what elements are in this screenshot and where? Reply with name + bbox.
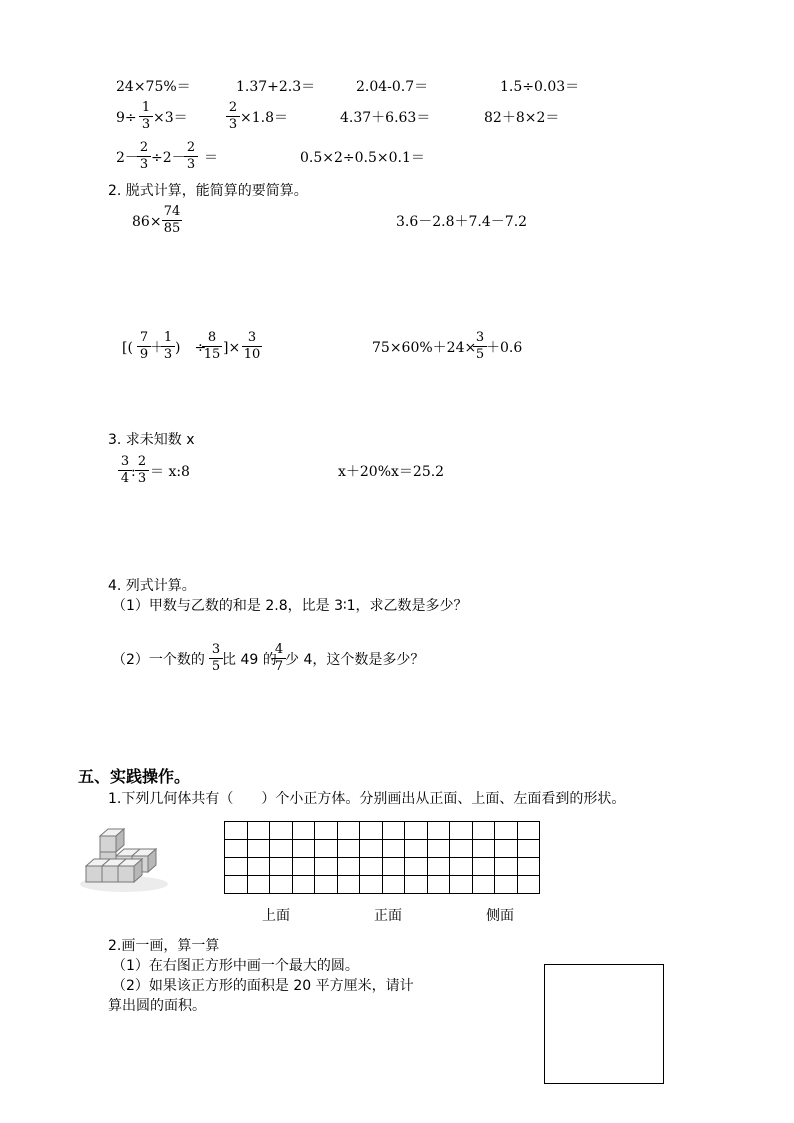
calc-8: 82＋8×2＝ (484, 110, 560, 126)
q4-part-2c: 少 4，这个数是多少？ (285, 652, 425, 668)
q2c-4: ]× (223, 340, 241, 356)
grid-cell[interactable] (472, 876, 495, 894)
calc-2: 1.37+2.3＝ (236, 79, 316, 95)
section-5-q1: 1.下列几何体共有（ ）个小正方体。分别画出从正面、上面、左面看到的形状。 (108, 791, 626, 807)
grid-cell[interactable] (427, 840, 450, 858)
fraction: 2 3 (184, 141, 198, 172)
grid-cell[interactable] (315, 840, 338, 858)
grid-cell[interactable] (225, 858, 248, 876)
calc-9-b: ÷2－ (151, 150, 186, 166)
grid-cell[interactable] (517, 876, 540, 894)
section-5-q2-part-2: （2）如果该正方形的面积是 20 平方厘米，请计 (112, 978, 414, 994)
grid-cell[interactable] (405, 822, 428, 840)
view-label-front: 正面 (374, 908, 402, 924)
fraction: 2 3 (135, 455, 149, 486)
grid-cell[interactable] (270, 822, 293, 840)
grid-cell[interactable] (472, 840, 495, 858)
grid-cell[interactable] (270, 840, 293, 858)
grid-cell[interactable] (225, 840, 248, 858)
grid-cell[interactable] (382, 822, 405, 840)
section-5-q2-part-3: 算出圆的面积。 (108, 998, 206, 1014)
fraction: 2 3 (226, 101, 240, 132)
grid-cell[interactable] (427, 876, 450, 894)
grid-cell[interactable] (292, 858, 315, 876)
grid-cell[interactable] (427, 858, 450, 876)
fraction: 3 5 (209, 643, 223, 674)
grid-cell[interactable] (360, 822, 383, 840)
grid-cell[interactable] (450, 858, 473, 876)
grid-cell[interactable] (405, 876, 428, 894)
fraction: 7 9 (137, 331, 151, 362)
grid-cell[interactable] (270, 858, 293, 876)
calc-9-c: ＝ (204, 150, 218, 166)
grid-cell[interactable] (472, 822, 495, 840)
grid-cell[interactable] (360, 840, 383, 858)
drawing-grid[interactable] (224, 821, 540, 894)
calc-4: 1.5÷0.03＝ (500, 79, 580, 95)
grid-cell[interactable] (495, 840, 518, 858)
fraction: 3 5 (473, 331, 487, 362)
grid-cell[interactable] (292, 840, 315, 858)
cubes-figure (76, 826, 170, 892)
grid-cell[interactable] (405, 840, 428, 858)
q3a-post: ＝ x:8 (150, 464, 190, 480)
q2c-1: [( (122, 340, 133, 356)
fraction: 1 3 (161, 331, 175, 362)
q3b: x＋20%x＝25.2 (338, 464, 445, 480)
grid-cell[interactable] (292, 876, 315, 894)
grid-cell[interactable] (495, 858, 518, 876)
fraction: 8 15 (203, 330, 221, 362)
q3a-colon: : (131, 464, 136, 480)
grid-cell[interactable] (360, 876, 383, 894)
calc-9-a: 2－ (116, 150, 139, 166)
grid-cell[interactable] (225, 822, 248, 840)
calc-7: 4.37＋6.63＝ (340, 110, 431, 126)
grid-cell[interactable] (337, 876, 360, 894)
fraction: 74 85 (163, 204, 181, 236)
calc-10: 0.5×2÷0.5×0.1＝ (300, 150, 425, 166)
grid-cell[interactable] (517, 840, 540, 858)
q4-title: 4. 列式计算。 (108, 578, 196, 594)
section-5-title: 五、实践操作。 (78, 767, 191, 786)
grid-cell[interactable] (450, 840, 473, 858)
fraction: 3 10 (243, 330, 261, 362)
q2a-pre: 86× (132, 214, 162, 230)
q2c-3: ) ÷ (175, 340, 207, 356)
fraction: 4 7 (272, 643, 286, 674)
grid-cell[interactable] (360, 858, 383, 876)
q2d-post: ＋0.6 (486, 340, 523, 356)
grid-cell[interactable] (292, 822, 315, 840)
grid-cell[interactable] (382, 840, 405, 858)
grid-cell[interactable] (247, 822, 270, 840)
fraction: 2 3 (137, 141, 151, 172)
fraction: 3 4 (118, 455, 132, 486)
q2c-2: ＋ (150, 340, 164, 356)
grid-cell[interactable] (495, 822, 518, 840)
calc-5-post: ×3＝ (153, 110, 188, 126)
grid-cell[interactable] (337, 858, 360, 876)
q4-part-2a: （2）一个数的 (112, 652, 205, 668)
q4-part-1: （1）甲数与乙数的和是 2.8，比是 3∶1，求乙数是多少？ (112, 598, 468, 614)
grid-cell[interactable] (517, 822, 540, 840)
grid-cell[interactable] (315, 858, 338, 876)
grid-cell[interactable] (405, 858, 428, 876)
q3-title: 3. 求未知数 x (108, 432, 195, 448)
grid-cell[interactable] (337, 840, 360, 858)
q2d-pre: 75×60%＋24× (372, 340, 477, 356)
calc-5-pre: 9÷ (116, 110, 137, 126)
view-label-side: 侧面 (486, 908, 514, 924)
drawing-square[interactable] (544, 964, 664, 1084)
grid-cell[interactable] (382, 858, 405, 876)
calc-6-post: ×1.8＝ (240, 110, 288, 126)
grid-cell[interactable] (247, 840, 270, 858)
grid-cell[interactable] (450, 876, 473, 894)
fraction: 1 3 (139, 101, 153, 132)
grid-cell[interactable] (315, 876, 338, 894)
calc-3: 2.04-0.7＝ (356, 79, 429, 95)
grid-cell[interactable] (247, 858, 270, 876)
q2b: 3.6－2.8＋7.4－7.2 (396, 214, 528, 230)
calc-1: 24×75%＝ (116, 79, 191, 95)
grid-cell[interactable] (225, 876, 248, 894)
view-label-top: 上面 (262, 908, 290, 924)
section-5-q2-part-1: （1）在右图正方形中画一个最大的圆。 (112, 958, 359, 974)
q2-title: 2. 脱式计算，能简算的要简算。 (108, 183, 308, 199)
grid-cell[interactable] (382, 876, 405, 894)
section-5-q2-title: 2.画一画，算一算 (108, 938, 220, 954)
grid-cell[interactable] (337, 822, 360, 840)
grid-cell[interactable] (517, 858, 540, 876)
grid-cell[interactable] (247, 876, 270, 894)
grid-cell[interactable] (472, 858, 495, 876)
grid-cell[interactable] (270, 876, 293, 894)
grid-cell[interactable] (427, 822, 450, 840)
grid-cell[interactable] (495, 876, 518, 894)
grid-cell[interactable] (315, 822, 338, 840)
q4-part-2b: 比 49 的 (222, 652, 277, 668)
grid-cell[interactable] (450, 822, 473, 840)
